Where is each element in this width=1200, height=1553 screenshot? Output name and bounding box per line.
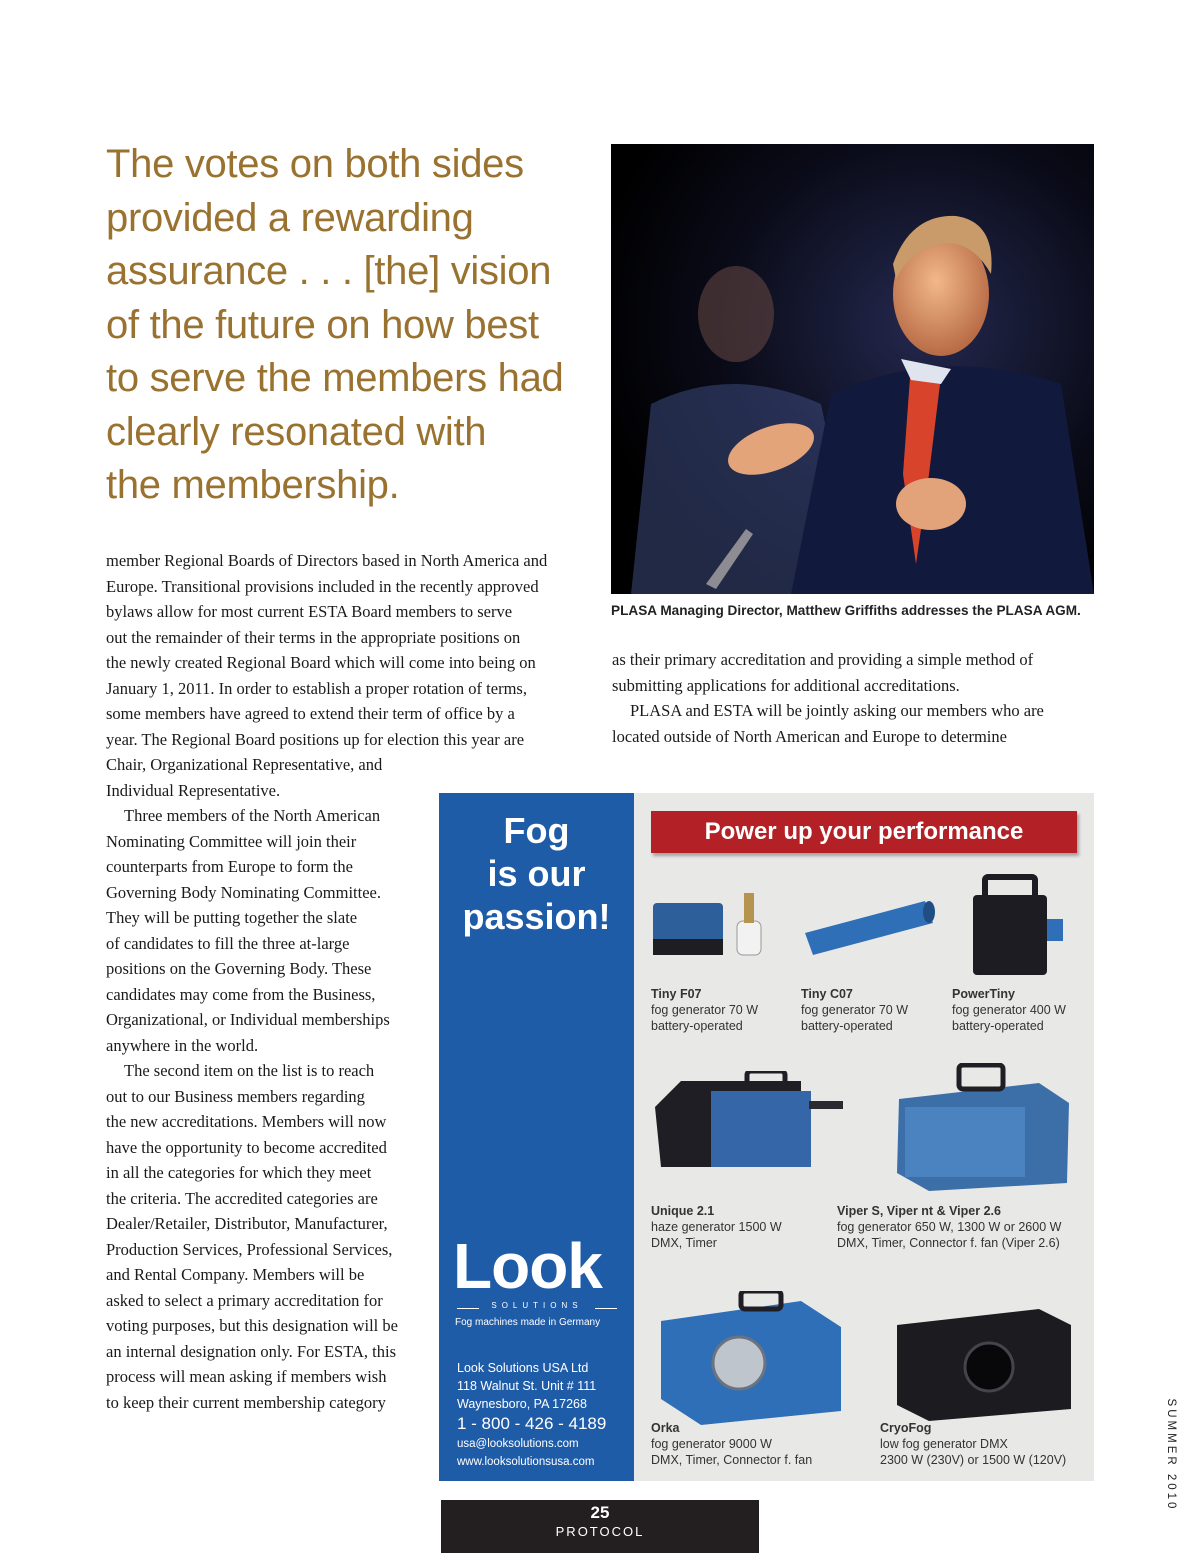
unique-21-image <box>651 1071 851 1191</box>
logo-rule-right <box>595 1308 617 1309</box>
product-name: Viper S, Viper nt & Viper 2.6 <box>837 1204 1001 1218</box>
issue-label: SUMMER 2010 <box>1165 1398 1177 1512</box>
text-line: The second item on the list is to reach <box>124 1061 375 1080</box>
ad-made-in: Fog machines made in Germany <box>455 1317 601 1328</box>
pull-quote-line: of the future on how best <box>106 302 539 347</box>
text-line: Organizational, or Individual memberships <box>106 1010 390 1029</box>
ad-city: Waynesboro, PA 17268 <box>457 1397 587 1411</box>
text-line: Individual Representative. <box>106 780 281 800</box>
pull-quote-line: clearly resonated with <box>106 409 487 454</box>
product-cryofog <box>880 1420 1066 1468</box>
product-detail: 2300 W (230V) or 1500 W (120V) <box>880 1453 1067 1467</box>
product-detail: fog generator 650 W, 1300 W or 2600 W <box>837 1220 1062 1234</box>
product-detail: DMX, Timer, Connector f. fan <box>651 1453 813 1467</box>
text-line: They will be putting together the slate <box>106 908 358 927</box>
product-name: Tiny F07 <box>651 987 702 1001</box>
tiny-c07-image <box>799 893 939 963</box>
product-detail: fog generator 9000 W <box>651 1437 772 1451</box>
article-column-right <box>612 647 1092 749</box>
product-detail: DMX, Timer, Connector f. fan (Viper 2.6) <box>837 1236 1060 1250</box>
pull-quote-line: provided a rewarding <box>106 195 474 240</box>
ad-contact <box>457 1359 606 1471</box>
text-line: Governing Body Nominating Committee. <box>106 882 381 902</box>
text-line: Three members of the North American <box>124 806 381 825</box>
text-line: January 1, 2011. In order to establish a proper rotation of terms, <box>106 678 527 698</box>
product-name: CryoFog <box>880 1421 932 1435</box>
ad-tagline-line: Fog <box>503 810 570 851</box>
product-powertiny <box>952 986 1066 1034</box>
product-name: PowerTiny <box>952 987 1015 1001</box>
pull-quote <box>106 138 586 513</box>
product-detail: low fog generator DMX <box>880 1437 1008 1451</box>
text-line: submitting applications for additional accreditations. <box>612 675 960 695</box>
text-line: voting purposes, but this designation will be <box>106 1316 398 1335</box>
text-line: PLASA and ESTA will be jointly asking our members who are <box>630 701 1044 720</box>
text-line: and Rental Company. Members will be <box>106 1265 365 1284</box>
paragraph <box>106 548 586 803</box>
ad-street: 118 Walnut St. Unit # 111 <box>457 1379 597 1393</box>
ad-banner: Power up your performance <box>651 811 1077 853</box>
text-line: process will mean asking if members wish <box>106 1367 387 1386</box>
product-detail: fog generator 400 W <box>952 1003 1066 1017</box>
text-line: year. The Regional Board positions up for election this year are <box>106 729 525 749</box>
ad-company: Look Solutions USA Ltd <box>457 1361 589 1375</box>
text-line: asked to select a primary accreditation for <box>106 1290 383 1310</box>
cryofog-image <box>889 1305 1079 1425</box>
speaker-photo <box>611 144 1094 594</box>
product-tiny-f07 <box>651 986 758 1034</box>
orka-image <box>651 1291 851 1431</box>
ad-sidebar <box>439 793 634 1481</box>
ad-phone[interactable]: 1 - 800 - 426 - 4189 <box>457 1414 607 1433</box>
look-solutions-advertisement[interactable] <box>439 793 1094 1481</box>
look-logo-subtitle: SOLUTIONS <box>491 1301 583 1310</box>
text-line: as their primary accreditation and providing a simple method of <box>612 650 1034 669</box>
text-line: anywhere in the world. <box>106 1035 259 1055</box>
text-line: member Regional Boards of Directors based in North America and <box>106 551 548 570</box>
product-detail: haze generator 1500 W <box>651 1220 782 1234</box>
text-line: Nominating Committee will join their <box>106 831 357 851</box>
product-unique-21 <box>651 1203 782 1251</box>
text-line: have the opportunity to become accredited <box>106 1137 387 1157</box>
product-name: Orka <box>651 1421 680 1435</box>
text-line: the new accreditations. Members will now <box>106 1112 387 1131</box>
product-name: Unique 2.1 <box>651 1204 715 1218</box>
text-line: of candidates to fill the three at-large <box>106 933 350 953</box>
speaker-illustration <box>611 144 1094 594</box>
product-detail: battery-operated <box>651 1019 743 1033</box>
product-orka <box>651 1420 812 1468</box>
text-line: Chair, Organizational Representative, and <box>106 755 383 774</box>
product-detail: fog generator 70 W <box>651 1003 759 1017</box>
pull-quote-line: assurance . . . [the] vision <box>106 249 552 293</box>
text-line: out to our Business members regarding <box>106 1086 365 1106</box>
pull-quote-line: to serve the members had <box>106 356 564 400</box>
paragraph <box>612 647 1092 698</box>
look-logo: Look <box>453 1230 602 1302</box>
text-line: to keep their current membership category <box>106 1392 386 1412</box>
text-line: candidates may come from the Business, <box>106 984 376 1004</box>
text-line: located outside of North American and Europe to determine <box>612 726 1007 746</box>
ad-tagline <box>439 809 634 938</box>
product-tiny-c07 <box>801 986 908 1034</box>
text-line: out the remainder of their terms in the appropriate positions on <box>106 627 521 647</box>
ad-tagline-line: is our <box>487 853 586 894</box>
viper-image <box>889 1063 1079 1203</box>
text-line: Europe. Transitional provisions included in the recently approved <box>106 576 539 596</box>
pull-quote-line: The votes on both sides <box>106 142 524 186</box>
product-detail: battery-operated <box>952 1019 1044 1033</box>
text-line: counterparts from Europe to form the <box>106 857 353 876</box>
text-line: the criteria. The accredited categories are <box>106 1188 378 1208</box>
ad-website[interactable]: www.looksolutionsusa.com <box>457 1456 595 1468</box>
publication-name: PROTOCOL <box>555 1524 645 1539</box>
paragraph <box>612 698 1092 749</box>
text-line: positions on the Governing Body. These <box>106 959 372 978</box>
ad-tagline-line: passion! <box>462 896 611 937</box>
page-number: 25 <box>590 1503 610 1522</box>
text-line: bylaws allow for most current ESTA Board members to serve <box>106 602 513 621</box>
powertiny-image <box>959 873 1069 983</box>
pull-quote-line: the membership. <box>106 463 400 507</box>
product-detail: fog generator 70 W <box>801 1003 909 1017</box>
text-line: an internal designation only. For ESTA, this <box>106 1341 396 1361</box>
text-line: the newly created Regional Board which will come into being on <box>106 653 536 672</box>
product-detail: battery-operated <box>801 1019 893 1033</box>
tiny-f07-image <box>649 881 769 981</box>
product-detail: DMX, Timer <box>651 1236 717 1250</box>
ad-email[interactable]: usa@looksolutions.com <box>457 1438 579 1450</box>
text-line: some members have agreed to extend their term of office by a <box>106 704 515 723</box>
photo-caption: PLASA Managing Director, Matthew Griffiths addresses the PLASA AGM. <box>611 603 1081 618</box>
product-name: Tiny C07 <box>801 987 853 1001</box>
text-line: Production Services, Professional Services, <box>106 1239 393 1259</box>
text-line: Dealer/Retailer, Distributor, Manufacturer, <box>106 1214 388 1233</box>
page-footer <box>441 1500 759 1553</box>
text-line: in all the categories for which they meet <box>106 1163 372 1182</box>
product-viper <box>837 1203 1061 1251</box>
